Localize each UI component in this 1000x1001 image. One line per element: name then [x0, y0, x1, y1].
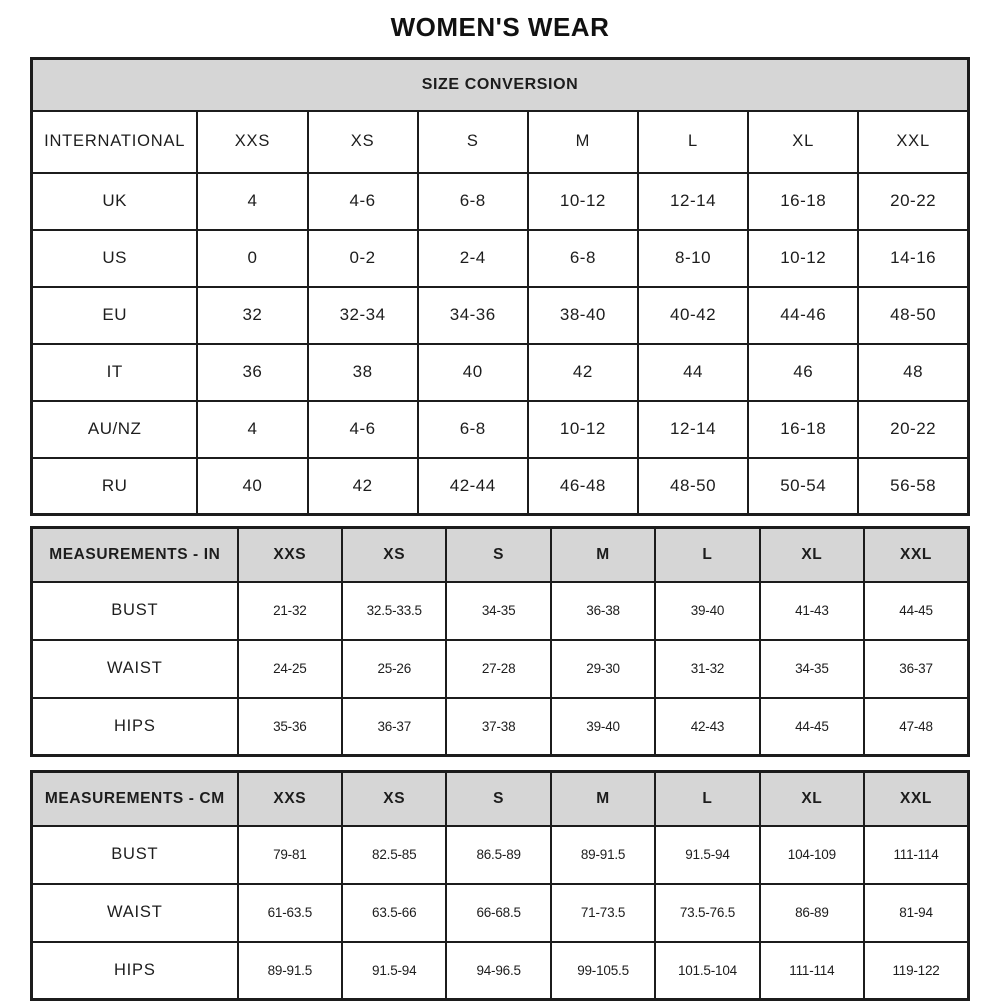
table-cell: 119-122 — [864, 942, 968, 1000]
table-cell: 61-63.5 — [238, 884, 342, 942]
table-cell: 0-2 — [308, 230, 418, 287]
size-header-l: L — [655, 528, 759, 582]
size-header-s: S — [446, 528, 550, 582]
column-header-m: M — [528, 111, 638, 173]
table-cell: 2-4 — [418, 230, 528, 287]
size-conversion-table — [30, 57, 970, 516]
table-cell: 40 — [197, 458, 307, 515]
table-row-bust-cm — [32, 826, 969, 884]
table-cell: 32 — [197, 287, 307, 344]
table-cell: 27-28 — [446, 640, 550, 698]
table-cell: 48-50 — [638, 458, 748, 515]
table-cell: 16-18 — [748, 173, 858, 230]
table-cell: 71-73.5 — [551, 884, 655, 942]
table-row-waist-in — [32, 640, 969, 698]
table-cell: 50-54 — [748, 458, 858, 515]
table-cell: 16-18 — [748, 401, 858, 458]
row-label-hips: HIPS — [32, 942, 238, 1000]
table-cell: 32.5-33.5 — [342, 582, 446, 640]
table-cell: 36 — [197, 344, 307, 401]
row-label-us: US — [32, 230, 198, 287]
table-cell: 99-105.5 — [551, 942, 655, 1000]
row-label-bust: BUST — [32, 826, 238, 884]
table-gap — [30, 516, 970, 526]
table-cell: 82.5-85 — [342, 826, 446, 884]
table-cell: 48 — [858, 344, 968, 401]
size-header-xs: XS — [342, 772, 446, 826]
table-cell: 20-22 — [858, 173, 968, 230]
table-cell: 31-32 — [655, 640, 759, 698]
table-cell: 10-12 — [528, 401, 638, 458]
table-row-waist-cm — [32, 884, 969, 942]
column-header-international: INTERNATIONAL — [32, 111, 198, 173]
table-cell: 0 — [197, 230, 307, 287]
table-cell: 42 — [308, 458, 418, 515]
row-label-waist: WAIST — [32, 884, 238, 942]
table-cell: 86.5-89 — [446, 826, 550, 884]
table-cell: 6-8 — [418, 401, 528, 458]
size-header-s: S — [446, 772, 550, 826]
table-cell: 104-109 — [760, 826, 864, 884]
table-row-eu — [32, 287, 969, 344]
column-header-xxl: XXL — [858, 111, 968, 173]
table-cell: 91.5-94 — [342, 942, 446, 1000]
table-cell: 46-48 — [528, 458, 638, 515]
table-cell: 36-37 — [342, 698, 446, 756]
table-cell: 24-25 — [238, 640, 342, 698]
table-cell: 63.5-66 — [342, 884, 446, 942]
page-title: WOMEN'S WEAR — [390, 12, 610, 42]
table-cell: 66-68.5 — [446, 884, 550, 942]
table-cell: 35-36 — [238, 698, 342, 756]
table-cell: 111-114 — [864, 826, 968, 884]
table-cell: 56-58 — [858, 458, 968, 515]
table-row-us — [32, 230, 969, 287]
table-cell: 81-94 — [864, 884, 968, 942]
row-label-bust: BUST — [32, 582, 238, 640]
column-header-row — [32, 111, 969, 173]
table-cell: 20-22 — [858, 401, 968, 458]
table-cell: 47-48 — [864, 698, 968, 756]
table-cell: 29-30 — [551, 640, 655, 698]
table-cell: 89-91.5 — [551, 826, 655, 884]
table-cell: 21-32 — [238, 582, 342, 640]
table-row-hips-cm — [32, 942, 969, 1000]
table-cell: 25-26 — [342, 640, 446, 698]
table-cell: 4-6 — [308, 401, 418, 458]
table-band-header-row — [32, 59, 969, 111]
row-label-aunz: AU/NZ — [32, 401, 198, 458]
table-cell: 38 — [308, 344, 418, 401]
table-cell: 32-34 — [308, 287, 418, 344]
table-cell: 6-8 — [418, 173, 528, 230]
table-cell: 39-40 — [551, 698, 655, 756]
size-header-xl: XL — [760, 528, 864, 582]
row-label-waist: WAIST — [32, 640, 238, 698]
row-label-it: IT — [32, 344, 198, 401]
size-header-xxs: XXS — [238, 528, 342, 582]
table-cell: 94-96.5 — [446, 942, 550, 1000]
table-cell: 101.5-104 — [655, 942, 759, 1000]
table-row-aunz — [32, 401, 969, 458]
size-header-xxl: XXL — [864, 528, 968, 582]
table-cell: 42-43 — [655, 698, 759, 756]
measurements-in-header: MEASUREMENTS - IN — [32, 528, 238, 582]
size-header-l: L — [655, 772, 759, 826]
table-cell: 41-43 — [760, 582, 864, 640]
table-cell: 44-45 — [864, 582, 968, 640]
table-cell: 36-38 — [551, 582, 655, 640]
table-cell: 34-36 — [418, 287, 528, 344]
size-header-m: M — [551, 772, 655, 826]
size-header-m: M — [551, 528, 655, 582]
table-cell: 39-40 — [655, 582, 759, 640]
column-header-s: S — [418, 111, 528, 173]
table-cell: 44-45 — [760, 698, 864, 756]
table-cell: 44-46 — [748, 287, 858, 344]
table-cell: 12-14 — [638, 173, 748, 230]
table-cell: 36-37 — [864, 640, 968, 698]
table-cell: 6-8 — [528, 230, 638, 287]
table-cell: 86-89 — [760, 884, 864, 942]
size-conversion-header: SIZE CONVERSION — [32, 59, 969, 111]
measurements-in-header-row — [32, 528, 969, 582]
table-cell: 79-81 — [238, 826, 342, 884]
table-cell: 111-114 — [760, 942, 864, 1000]
table-cell: 38-40 — [528, 287, 638, 344]
column-header-l: L — [638, 111, 748, 173]
table-cell: 73.5-76.5 — [655, 884, 759, 942]
size-header-xs: XS — [342, 528, 446, 582]
table-cell: 10-12 — [748, 230, 858, 287]
size-header-xxs: XXS — [238, 772, 342, 826]
table-cell: 48-50 — [858, 287, 968, 344]
table-gap — [30, 757, 970, 770]
row-label-ru: RU — [32, 458, 198, 515]
table-row-it — [32, 344, 969, 401]
column-header-xxs: XXS — [197, 111, 307, 173]
table-cell: 40 — [418, 344, 528, 401]
table-row-bust-in — [32, 582, 969, 640]
table-cell: 4 — [197, 173, 307, 230]
row-label-hips: HIPS — [32, 698, 238, 756]
table-cell: 14-16 — [858, 230, 968, 287]
measurements-in-table — [30, 526, 970, 757]
table-row-ru — [32, 458, 969, 515]
table-cell: 37-38 — [446, 698, 550, 756]
row-label-uk: UK — [32, 173, 198, 230]
table-cell: 34-35 — [760, 640, 864, 698]
table-cell: 4-6 — [308, 173, 418, 230]
table-row-uk — [32, 173, 969, 230]
table-cell: 42 — [528, 344, 638, 401]
column-header-xl: XL — [748, 111, 858, 173]
measurements-cm-header: MEASUREMENTS - CM — [32, 772, 238, 826]
table-cell: 44 — [638, 344, 748, 401]
column-header-xs: XS — [308, 111, 418, 173]
size-header-xxl: XXL — [864, 772, 968, 826]
table-cell: 34-35 — [446, 582, 550, 640]
table-cell: 4 — [197, 401, 307, 458]
table-cell: 89-91.5 — [238, 942, 342, 1000]
row-label-eu: EU — [32, 287, 198, 344]
table-cell: 42-44 — [418, 458, 528, 515]
table-cell: 91.5-94 — [655, 826, 759, 884]
table-row-hips-in — [32, 698, 969, 756]
table-cell: 8-10 — [638, 230, 748, 287]
table-cell: 40-42 — [638, 287, 748, 344]
table-cell: 10-12 — [528, 173, 638, 230]
table-cell: 46 — [748, 344, 858, 401]
table-cell: 12-14 — [638, 401, 748, 458]
measurements-cm-header-row — [32, 772, 969, 826]
size-header-xl: XL — [760, 772, 864, 826]
measurements-cm-table — [30, 770, 970, 1001]
